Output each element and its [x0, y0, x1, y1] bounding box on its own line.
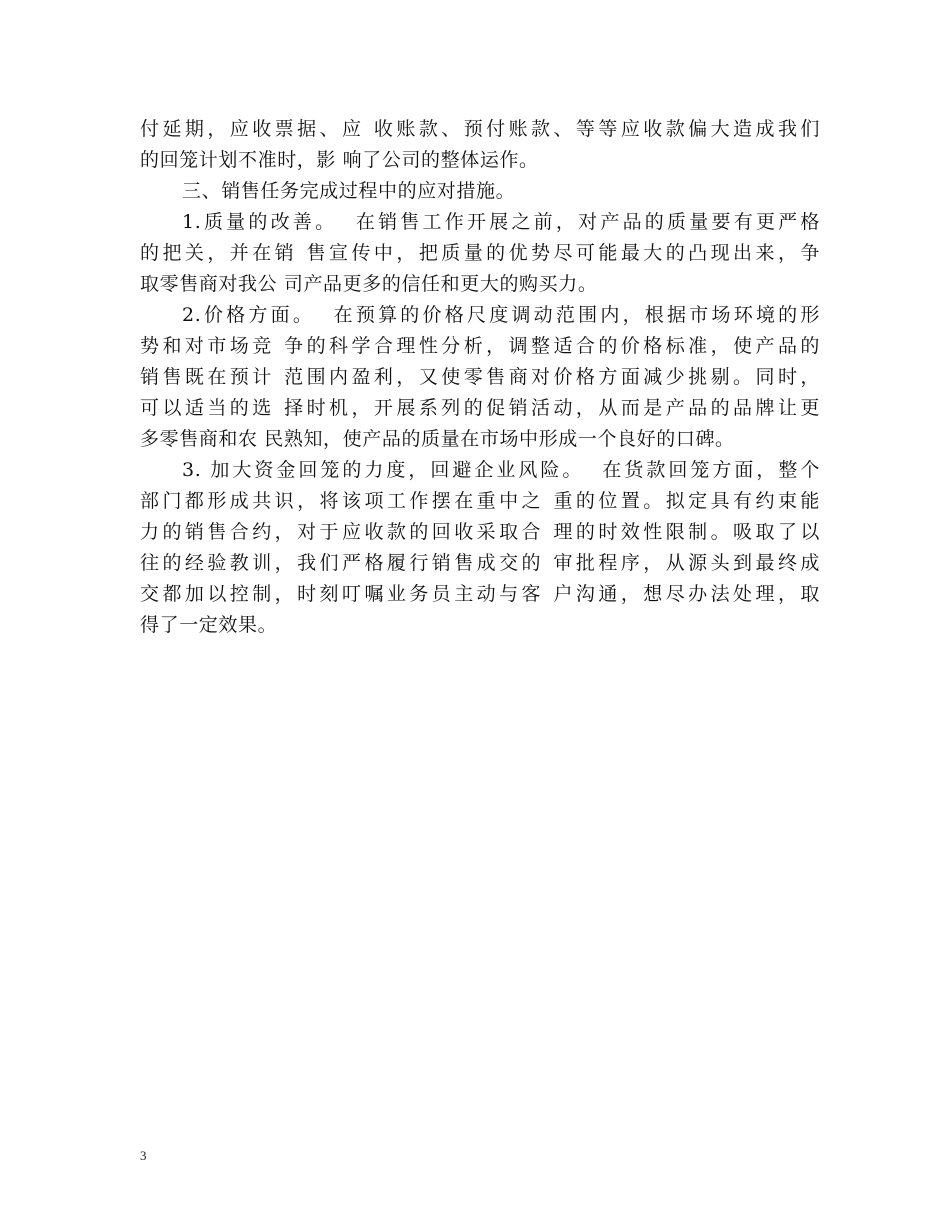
text-line: 力的销售合约，对于应收款的回收采取合 理的时效性限制。吸取了以 [140, 521, 820, 543]
text-line: 交都加以控制，时刻叮嘱业务员主动与客 户沟通，想尽办法处理，取 [140, 583, 820, 605]
text-line: 的把关，并在销 售宣传中，把质量的优势尽可能最大的凸现出来，争 [140, 242, 820, 264]
text-line: 2.价格方面。 在预算的价格尺度调动范围内，根据市场环境的形 [182, 304, 820, 326]
text-line: 得了一定效果。 [140, 614, 278, 636]
text-line: 付延期，应收票据、应 收账款、预付账款、等等应收款偏大造成我们 [140, 118, 820, 140]
text-line: 3. 加大资金回笼的力度，回避企业风险。 在货款回笼方面，整个 [182, 459, 820, 481]
body-text [140, 114, 820, 641]
text-line: 多零售商和农 民熟知，使产品的质量在市场中形成一个良好的口碑。 [140, 428, 735, 450]
text-line: 销售既在预计 范围内盈利，又使零售商对价格方面减少挑剔。同时， [140, 366, 820, 388]
text-line: 可以适当的选 择时机，开展系列的促销活动，从而是产品的品牌让更 [140, 397, 820, 419]
text-line: 的回笼计划不准时，影 响了公司的整体运作。 [140, 149, 539, 171]
text-line: 部门都形成共识，将该项工作摆在重中之 重的位置。拟定具有约束能 [140, 490, 820, 512]
text-line: 三、销售任务完成过程中的应对措施。 [182, 180, 516, 202]
page-number: 3 [140, 1148, 147, 1163]
text-line: 取零售商对我公 司产品更多的信任和更大的购买力。 [140, 273, 598, 295]
text-line: 往的经验教训，我们严格履行销售成交的 审批程序，从源头到最终成 [140, 552, 820, 574]
text-line: 1.质量的改善。 在销售工作开展之前，对产品的质量要有更严格 [182, 211, 820, 233]
text-line: 势和对市场竞 争的科学合理性分析，调整适合的价格标准，使产品的 [140, 335, 820, 357]
